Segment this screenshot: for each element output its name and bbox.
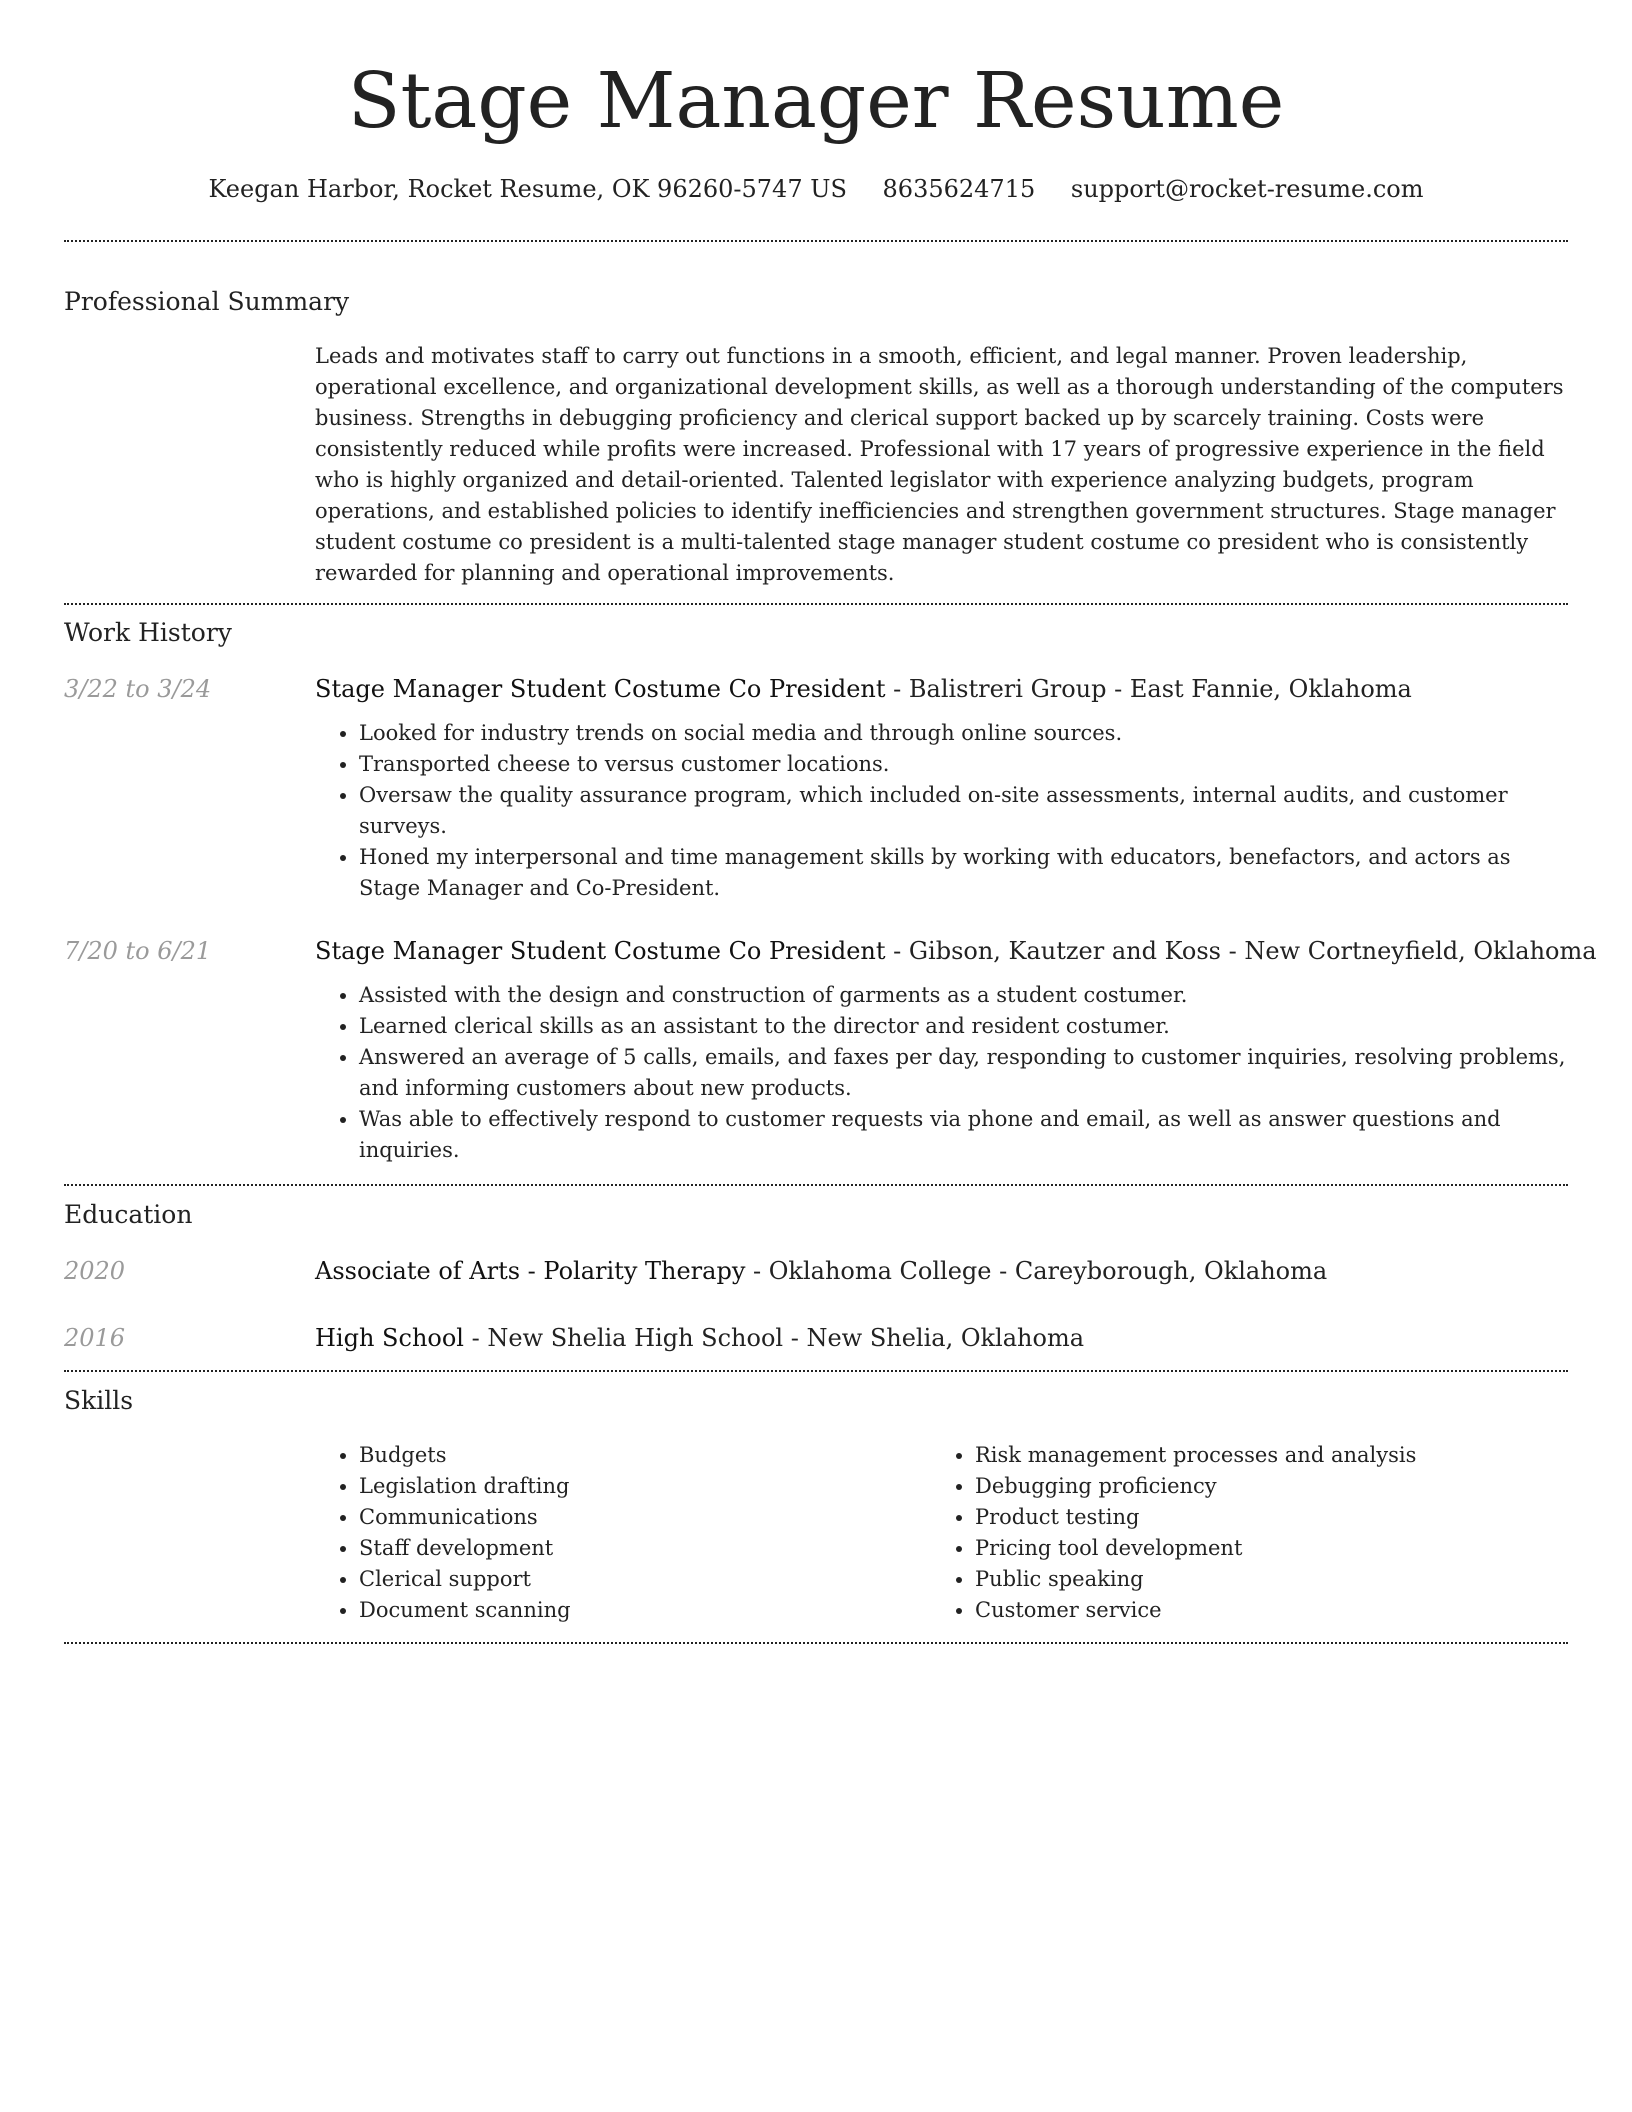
job-title: Stage Manager Student Costume Co President [315,675,886,703]
skills-list [315,1440,1568,1626]
list-item: • Oversaw the quality assurance program, which included on-site assessments, internal audits, and customer surveys. [359,780,1568,842]
skill-item: • Legislation drafting [359,1471,931,1502]
work-entry-body [315,672,1568,904]
education-body [315,1254,1568,1288]
contact-phone: 8635624715 [882,175,1036,203]
education-entry [64,1321,1568,1355]
work-entry [64,672,1568,904]
divider [64,603,1568,605]
summary-text: Leads and motivates staff to carry out functions in a smooth, efficient, and legal manner. Proven leadership, operational excellence, and organizational development skills, as well as a thorough understanding of the computers business. Strengths in debugging proficiency and clerical support backed up by scarcely training. Costs were consistently reduced while profits were increased. Professional with 17 years of progressive experience in the field who is highly organized and detail-oriented. Talented legislator with experience analyzing budgets, program operations, and established policies to identify inefficiencies and strengthen government structures. Stage manager student costume co president is a multi-talented stage manager student costume co president who is consistently rewarded for planning and operational improvements. [315,344,1564,585]
degree: Associate of Arts - Polarity Therapy [315,1257,746,1285]
list-item: • Honed my interpersonal and time management skills by working with educators, benefactors, and actors as Stage Manager and Co-President. [359,842,1568,904]
skill-item: • Staff development [359,1533,931,1564]
section-title-summary: Professional Summary [64,287,350,316]
skill-item: • Document scanning [359,1595,931,1626]
education-heading [315,1321,1568,1355]
school-location: - Oklahoma College - Careyborough, Oklahoma [745,1257,1328,1285]
education-body [315,1321,1568,1355]
divider [64,240,1568,242]
work-dates: 3/22 to 3/24 [64,675,212,703]
section-title-education: Education [64,1200,193,1229]
education-entry [64,1254,1568,1288]
contact-address: Keegan Harbor, Rocket Resume, OK 96260-5747 US [208,175,847,203]
skill-item: • Debugging proficiency [975,1471,1416,1502]
work-bullets [315,718,1568,904]
school-location: - New Shelia High School - New Shelia, Oklahoma [463,1324,1085,1352]
list-item: • Answered an average of 5 calls, emails, and faxes per day, responding to customer inquiries, resolving problems, and informing customers about new products. [359,1042,1597,1104]
job-employer-location: - Gibson, Kautzer and Koss - New Cortneyfield, Oklahoma [885,937,1597,965]
contact-email: support@rocket-resume.com [1070,175,1424,203]
divider [64,1184,1568,1186]
section-title-work-history: Work History [64,618,232,647]
skill-item: • Product testing [975,1502,1416,1533]
list-item: • Learned clerical skills as an assistant to the director and resident costumer. [359,1011,1597,1042]
list-item: • Transported cheese to versus customer locations. [359,749,1568,780]
work-entry-body [315,934,1597,1166]
divider [64,1642,1568,1644]
work-dates: 7/20 to 6/21 [64,937,212,965]
work-heading [315,934,1597,968]
skill-item: • Public speaking [975,1564,1416,1595]
education-year: 2016 [64,1324,126,1352]
job-employer-location: - Balistreri Group - East Fannie, Oklahoma [885,675,1412,703]
resume-title: Stage Manager Resume [347,57,1285,146]
education-year: 2020 [64,1257,126,1285]
work-heading [315,672,1568,706]
skill-item: • Customer service [975,1595,1416,1626]
skill-item: • Communications [359,1502,931,1533]
list-item: • Assisted with the design and construction of garments as a student costumer. [359,980,1597,1011]
contact-line [64,172,1568,206]
divider [64,1370,1568,1372]
section-title-skills: Skills [64,1386,134,1415]
skill-item: • Risk management processes and analysis [975,1440,1416,1471]
skills-column-1 [315,1440,931,1626]
work-bullets [315,980,1597,1166]
skills-column-2 [931,1440,1416,1626]
list-item: • Was able to effectively respond to customer requests via phone and email, as well as answer questions and inquiries. [359,1104,1597,1166]
skill-item: • Budgets [359,1440,931,1471]
education-heading [315,1254,1568,1288]
list-item: • Looked for industry trends on social media and through online sources. [359,718,1568,749]
skill-item: • Clerical support [359,1564,931,1595]
degree: High School [315,1324,464,1352]
job-title: Stage Manager Student Costume Co President [315,937,886,965]
skill-item: • Pricing tool development [975,1533,1416,1564]
work-entry [64,934,1597,1166]
